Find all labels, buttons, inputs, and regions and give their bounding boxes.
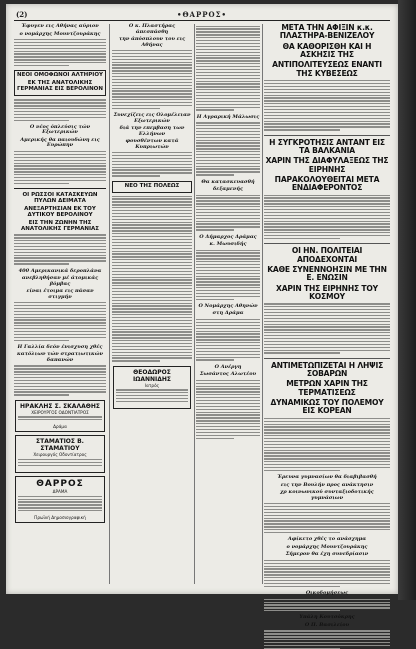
article-text <box>14 302 106 341</box>
headline-korea-line2: ΜΕΤΡΩΝ ΧΑΡΙΝ ΤΗΣ ΤΕΡΜΑΤΙΣΕΩΣ <box>286 379 368 397</box>
headline-nomarch-athens-line2: ο νομάρχης Μουντζουράκης <box>19 30 101 37</box>
article-text <box>14 99 106 121</box>
headline-cyprus-line3: φουσθέντων κατά Κυπριωτών <box>125 138 179 150</box>
article-text <box>196 319 260 361</box>
article-text <box>264 80 390 130</box>
newspaper-name: •ΘΑΡΡΟΣ• <box>176 10 228 19</box>
article-text <box>196 380 260 439</box>
column-rule <box>109 24 110 584</box>
headline-agrarian: Η Αγραρική Μάλωσις <box>196 113 260 120</box>
headline-mayor-line2: κ. Μωυσιδής <box>209 241 247 248</box>
headline-unemployed-line1: Ο Ανέργη <box>214 363 242 370</box>
headline-cyprus-line2: διά την επεμβαση των Ελλήνων <box>119 125 185 137</box>
column-rule <box>262 24 263 584</box>
headline-gymnasium-line1: Έρευνα γυμνασίων θα διαβιβασθή <box>277 474 377 481</box>
headline-russians-line2: ΑΝΕΞΑΡΤΗΣΙΑΝ ΕΚ ΤΟΥ ΔΥΤΙΚΟΥ ΒΕΡΟΛΙΝΟΥ <box>24 206 96 219</box>
ad-stamatiou-name: ΣΤΑΜΑΤΙΟΣ Β. ΣΤΑΜΑΤΙΟΥ <box>36 438 84 453</box>
headline-gymnasium-line2: εις την Βουλήν προς ανάκτησιν <box>280 481 374 488</box>
headline-balkan-entente-line3: ΠΑΡΑΚΟΛΟΥΘΕΙΤΑΙ ΜΕΤΑ ΕΝΔΙΑΦΕΡΟΝΤΟΣ <box>274 174 380 193</box>
headline-east-germany-line1: ΝΕΟΙ ΟΜΟΦΩΝΟΙ ΑΛΤΗΡΙΟΥ <box>16 72 103 79</box>
headline-plastiras-venizelos-line3: ΑΝΤΙΠΟΛΙΤΕΥΣΕΩΣ ΕΝΑΝΤΙ ΤΗΣ ΚΥΒΕΣΕΩΣ <box>272 60 382 78</box>
headline-usa-ussr-line2: ΚΑΘΕ ΣΥΝΕΝΝΟΗΣΙΝ ΜΕ ΤΗΝ Ε. ΕΝΩΣΙΝ <box>267 264 387 283</box>
headline-korea-line1: ΑΝΤΙΜΕΤΩΠΙΖΕΤΑΙ Η ΛΗΨΙΣ ΣΟΒΑΡΩΝ <box>270 360 384 379</box>
headline-reservoir-line1: Θα κατασκευασθή <box>201 178 255 185</box>
ad-skalathis-city: Δράμα <box>53 424 67 430</box>
column-3 <box>196 24 260 589</box>
divider <box>264 243 390 244</box>
article-text <box>264 418 390 471</box>
masthead <box>14 10 390 21</box>
binding-spine <box>398 0 416 600</box>
headline-east-germany-line2: ΕΚ ΤΗΣ ΑΝΑΤΟΛΙΚΗΣ ΓΕΡΜΑΝΙΑΣ ΕΙΣ ΒΕΡΟΛΙΝΟΝ <box>17 80 103 93</box>
article-text <box>264 303 390 353</box>
headline-plastiras-line1: Ο κ. Πλαστήρας άπεσπάσθη <box>128 23 176 35</box>
column-4 <box>264 23 390 628</box>
ad-stamatiou-profession: Χειρουργός Οδοντίατρος <box>33 452 87 458</box>
headline-airplanes-line3: είναι έτοιμα εις πάσαν στιγμήν <box>26 288 94 300</box>
headline-france-line1: Η Γαλλία δεόν ένισχυση χθές <box>17 343 103 350</box>
divider <box>264 358 390 359</box>
ad-ioannidis <box>113 366 191 409</box>
headline-france-line2: κατόλιων τών στρατιωτικών δαπανών <box>16 351 104 363</box>
subhead-construction: Οικοδομήσεως <box>305 590 349 597</box>
article-text <box>264 630 390 649</box>
article-text <box>196 195 260 231</box>
ad-skalathis-profession: ΧΕΙΡΟΥΡΓΟΣ ΟΔΟΝΤΙΑΤΡΟΣ <box>31 409 89 415</box>
headline-nomarch-visit-line1: Ο Νομάρχης Αθηνών <box>198 302 258 309</box>
article-text <box>196 26 260 111</box>
article-text <box>264 503 390 533</box>
ad-tharros <box>15 476 105 523</box>
headline-foreign-minister-line2: Αμερικής θα παιουδώνη εις Ευρώπην <box>20 136 100 149</box>
headline-nomarch-visit-line2: στη Δράμα <box>212 310 244 317</box>
headline-foreign-minister-line1: Ο νέος όπλεύσις τών Εξωτερικών <box>29 123 91 136</box>
headline-balkan-entente-line1: Η ΣΥΓΚΡΟΤΗΣΙΣ ΑΝΤΑΝΤ ΕΙΣ ΤΑ ΒΑΛΚΑΝΙΑ <box>269 137 385 155</box>
ad-tharros-tagline: Πρωϊνή Δημοσιογραφική <box>34 515 86 521</box>
headline-nomarch-arrived-line1: Αφίκετο χθές το ανάσχημα <box>287 536 367 543</box>
article-text <box>112 152 192 176</box>
headline-nomarch-arrived-line2: ο νομάρχης Μουντζουράκης <box>286 543 368 550</box>
headline-reservoir-line2: δεξαμενής <box>212 186 244 193</box>
ad-skalathis <box>15 400 105 433</box>
headline-mayor-line1: Ο Δήμαρχος Δράμας <box>199 233 257 240</box>
headline-city-news: ΝΕΟ ΤΗΣ ΠΟΛΕΩΣ <box>124 182 180 189</box>
headline-usa-ussr-line3: ΧΑΡΙΝ ΤΗΣ ΕΙΡΗΝΗΣ ΤΟΥ ΚΟΣΜΟΥ <box>276 283 378 301</box>
article-text <box>14 151 106 184</box>
column-rule <box>194 24 195 584</box>
headline-cyprus-line1: Συνεχίζεις εις Ολομέλειαν Εξωτερικών <box>113 112 191 124</box>
article-text <box>112 50 192 109</box>
ad-skalathis-name: ΗΡΑΚΛΗΣ Σ. ΣΚΑΛΑΘΗΣ <box>20 402 100 410</box>
article-text <box>14 365 106 395</box>
headline-plastiras-line2: την άπόσπλουν του εις Αθήνας <box>118 36 186 48</box>
headline-nomarch-arrived-line3: Σήμερον θα έχη συνεδρίασιν <box>285 551 369 558</box>
subhead-names-line2: Ο Π. Βασιλείου <box>304 621 350 628</box>
article-text <box>264 560 390 587</box>
ad-stamatiou <box>15 435 105 473</box>
article-text <box>264 599 390 612</box>
headline-balkan-entente-line2: ΧΑΡΙΝ ΤΗΣ ΔΙΑΦΥΛΑΞΕΩΣ ΤΗΣ ΕΙΡΗΝΗΣ <box>265 156 389 174</box>
article-text <box>14 39 106 66</box>
headline-box <box>14 70 106 96</box>
article-text <box>196 250 260 300</box>
column-2 <box>112 24 192 589</box>
headline-russians-line3: ΕΙΣ ΤΗΝ ΖΩΝΗΝ ΤΗΣ ΑΝΑΤΟΛΙΚΗΣ ΓΕΡΜΑΝΙΑΣ <box>20 220 100 233</box>
page-number: (2) <box>16 10 28 19</box>
headline-plastiras-venizelos-line2: ΘΑ ΚΑΘΟΡΙΣΘΗ ΚΑΙ Η ΑΣΚΗΣΙΣ ΤΗΣ <box>282 41 372 60</box>
headline-airplanes-line2: ανεβληθήσαν μέ άτομικάς βόμβας <box>21 275 99 287</box>
headline-russians-line1: ΟΙ ΡΩΣΣΟΙ ΚΑΤΑΣΚΕΥΩΝ ΠΥΛΩΝ ΔΕΙΜΑΤΑ <box>22 192 98 205</box>
headline-unemployed-line2: Σωσάντος Αλωτέου <box>199 371 257 378</box>
ad-ioannidis-name: ΘΕΟΔΩΡΟΣ ΙΩΑΝΝΙΔΗΣ <box>132 368 171 383</box>
column-1 <box>14 24 106 589</box>
ad-tharros-city: ΔΡΑΜΑ <box>52 489 68 495</box>
ad-ioannidis-profession: Ιατρός <box>144 382 160 388</box>
headline-korea-line3: ΔΥΝΑΜΙΚΩΣ ΤΟΥ ΠΟΛΕΜΟΥ ΕΙΣ ΚΟΡΕΑΝ <box>270 398 384 416</box>
article-text <box>264 195 390 240</box>
headline-usa-ussr-line1: ΟΙ ΗΝ. ΠΟΛΙΤΕΙΑΙ ΑΠΟΔΕΧΟΝΤΑΙ <box>291 246 363 264</box>
subhead-names-line1: Υπάλη Κουτσόκρης <box>299 614 355 621</box>
headline-nomarch-athens-line1: Έφυγεν εις Αθήνας αύριον <box>21 23 99 29</box>
headline-airplanes-line1: 400 Αμερικανικά δεροπλάνα <box>18 267 102 274</box>
divider <box>14 188 106 189</box>
ad-tharros-title: ΘΑΡΡΟΣ <box>36 479 84 490</box>
headline-plastiras-venizelos-line1: ΜΕΤΑ ΤΗΝ ΑΦΙΞΙΝ κ.κ. ΠΛΑΣΤΗΡΑ-ΒΕΝΙΖΕΛΟΥ <box>279 23 375 41</box>
article-text <box>14 234 106 264</box>
divider <box>264 135 390 136</box>
article-text <box>196 122 260 175</box>
article-text <box>112 196 192 362</box>
headline-gymnasium-line3: χρ κοινωνικού συνταξιοδοτικής γυμνάσιων <box>280 489 374 501</box>
headline-box <box>112 181 192 193</box>
newspaper-page <box>6 4 398 628</box>
